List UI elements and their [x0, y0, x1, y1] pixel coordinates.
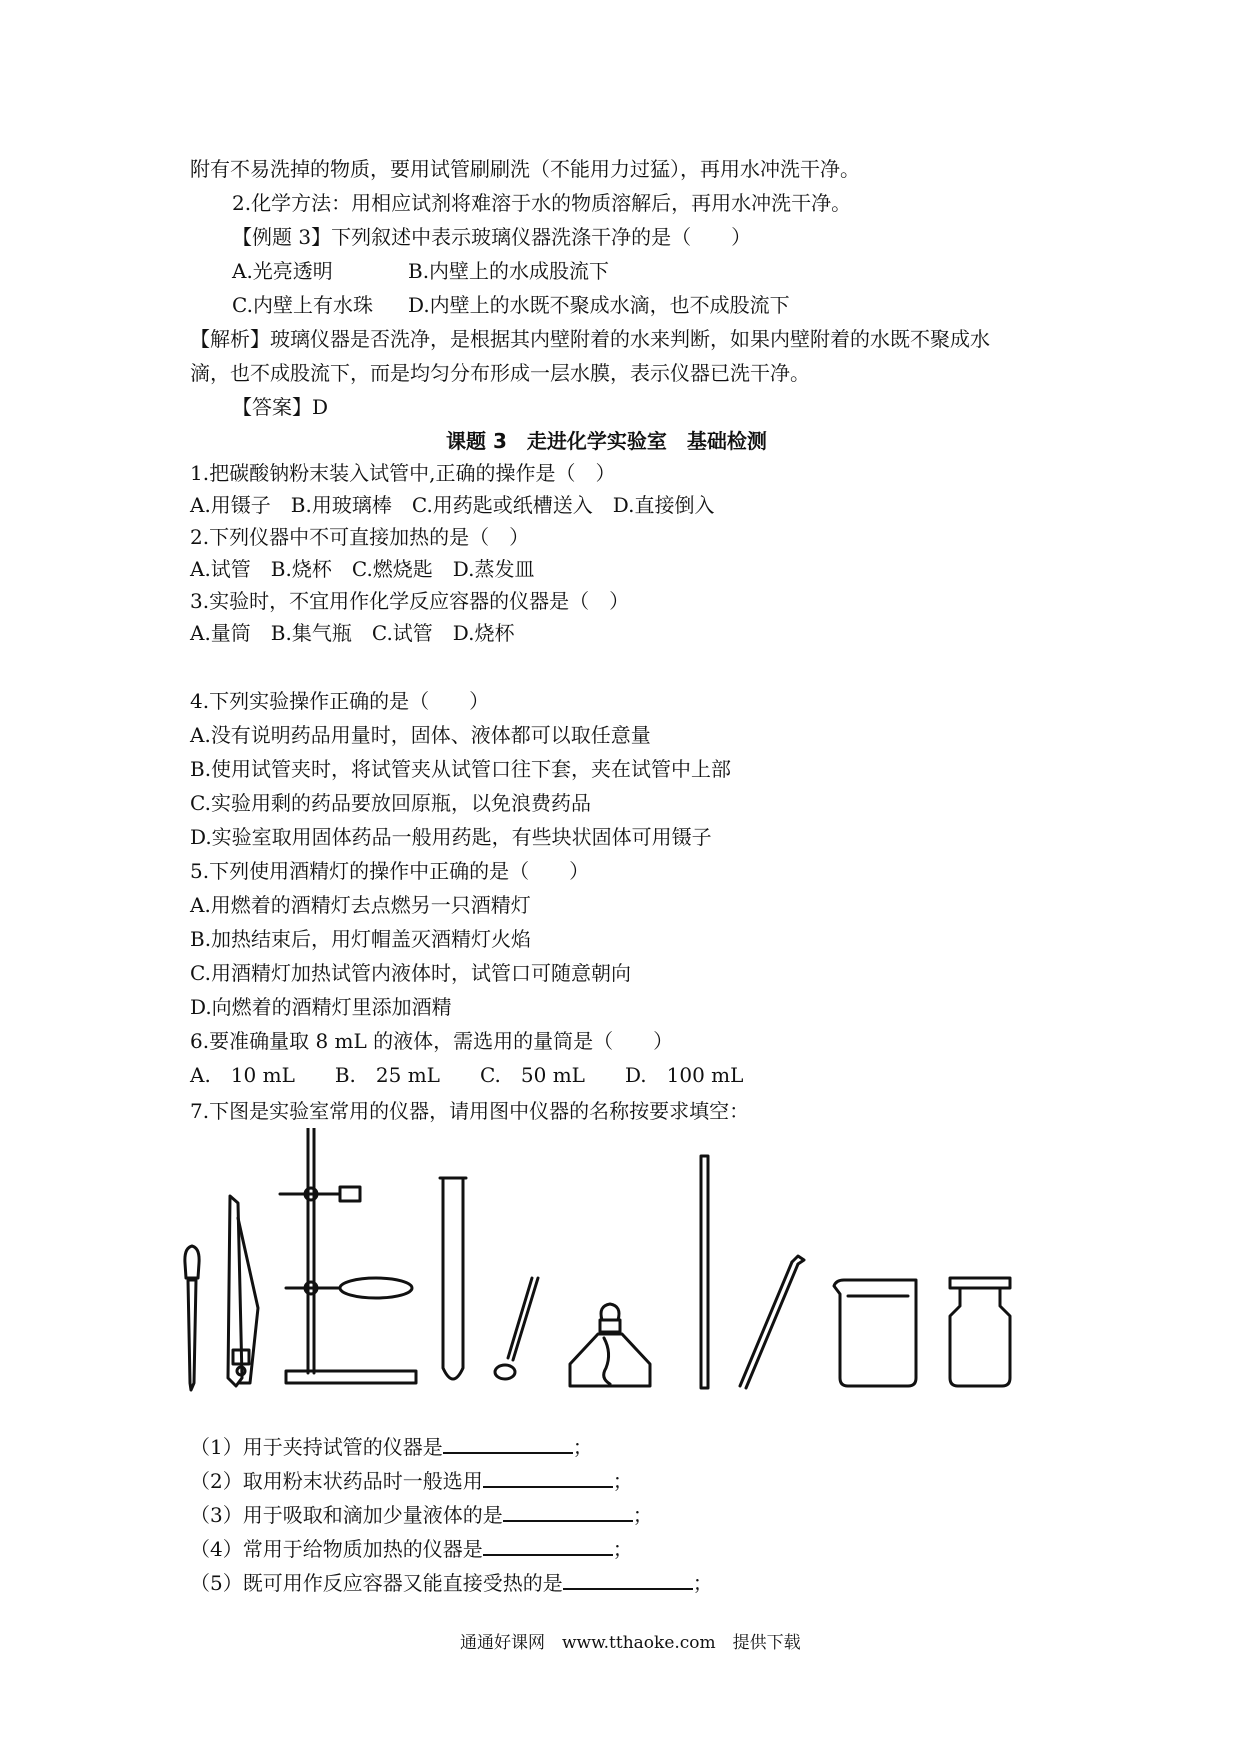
answer-blank-5[interactable] [563, 1568, 693, 1590]
answer-blank-2[interactable] [483, 1466, 613, 1488]
dropper-icon [185, 1246, 199, 1390]
q2-stem: 2.下列仪器中不可直接加热的是（ ） [190, 525, 530, 549]
q1-stem: 1.把碳酸钠粉末装入试管中,正确的操作是（ ） [190, 461, 616, 485]
example-stem: 【例题 3】下列叙述中表示玻璃仪器洗涤干净的是（ ） [232, 225, 752, 249]
q5-stem: 5.下列使用酒精灯的操作中正确的是（ ） [190, 859, 590, 883]
q6-stem: 6.要准确量取 8 mL 的液体，需选用的量筒是（ ） [190, 1029, 674, 1053]
q7-sub-4: （4）常用于给物质加热的仪器是 ； [190, 1534, 633, 1562]
reagent-bottle-icon [950, 1278, 1010, 1386]
answer-blank-4[interactable] [483, 1534, 613, 1556]
answer-blank-3[interactable] [503, 1500, 633, 1522]
answer-blank-1[interactable] [443, 1432, 573, 1454]
q7-sub-2: （2）取用粉末状药品时一般选用 ； [190, 1466, 633, 1494]
example-option-b: B.内壁上的水成股流下 [408, 259, 610, 283]
q7-sub-1: （1）用于夹持试管的仪器是 ； [190, 1432, 593, 1460]
q5-option-d: D.向燃着的酒精灯里添加酒精 [190, 995, 452, 1019]
q4-stem: 4.下列实验操作正确的是（ ） [190, 689, 490, 713]
lab-apparatus-figure [180, 1128, 1040, 1398]
intro-line-2: 2.化学方法：用相应试剂将难溶于水的物质溶解后，再用水冲洗干净。 [232, 191, 852, 215]
q4-option-c: C.实验用剩的药品要放回原瓶，以免浪费药品 [190, 791, 591, 815]
intro-line-1: 附有不易洗掉的物质，要用试管刷刷洗（不能用力过猛），再用水冲洗干净。 [190, 157, 860, 181]
q4-option-b: B.使用试管夹时，将试管夹从试管口往下套，夹在试管中上部 [190, 757, 732, 781]
iron-stand-icon [280, 1128, 416, 1383]
example-option-d: D.内壁上的水既不聚成水滴，也不成股流下 [408, 293, 790, 317]
example-analysis-2: 滴，也不成股流下，而是均匀分布形成一层水膜，表示仪器已洗干净。 [190, 361, 810, 385]
q1-options: A.用镊子 B.用玻璃棒 C.用药匙或纸槽送入 D.直接倒入 [190, 493, 715, 517]
q2-options: A.试管 B.烧杯 C.燃烧匙 D.蒸发皿 [190, 557, 535, 581]
q3-stem: 3.实验时，不宜用作化学反应容器的仪器是（ ） [190, 589, 630, 613]
test-tube-icon [440, 1178, 466, 1379]
example-option-a: A.光亮透明 [232, 259, 333, 283]
tweezers-icon [740, 1256, 804, 1388]
q7-sub-3: （3）用于吸取和滴加少量液体的是 ； [190, 1500, 653, 1528]
q7-sub-5: （5）既可用作反应容器又能直接受热的是 ； [190, 1568, 713, 1596]
q6-options: A. 10 mL B. 25 mL C. 50 mL D. 100 mL [190, 1063, 744, 1087]
beaker-icon [834, 1280, 916, 1386]
test-tube-clamp-icon [228, 1196, 258, 1386]
section-title: 课题 3 走进化学实验室 基础检测 [446, 429, 767, 453]
q7-stem: 7.下图是实验室常用的仪器，请用图中仪器的名称按要求填空： [190, 1099, 750, 1123]
page-footer: 通通好课网 www.tthaoke.com 提供下载 [460, 1633, 801, 1653]
example-answer: 【答案】D [232, 395, 329, 419]
glass-rod-icon [701, 1156, 708, 1388]
q4-option-d: D.实验室取用固体药品一般用药匙，有些块状固体可用镊子 [190, 825, 712, 849]
alcohol-lamp-icon [570, 1304, 650, 1386]
medicine-spoon-icon [495, 1278, 538, 1379]
example-analysis-1: 【解析】玻璃仪器是否洗净，是根据其内壁附着的水来判断，如果内壁附着的水既不聚成水 [190, 327, 990, 351]
example-option-c: C.内壁上有水珠 [232, 293, 373, 317]
q3-options: A.量筒 B.集气瓶 C.试管 D.烧杯 [190, 621, 515, 645]
q5-option-a: A.用燃着的酒精灯去点燃另一只酒精灯 [190, 893, 531, 917]
q4-option-a: A.没有说明药品用量时，固体、液体都可以取任意量 [190, 723, 651, 747]
q5-option-c: C.用酒精灯加热试管内液体时，试管口可随意朝向 [190, 961, 631, 985]
q5-option-b: B.加热结束后，用灯帽盖灭酒精灯火焰 [190, 927, 532, 951]
